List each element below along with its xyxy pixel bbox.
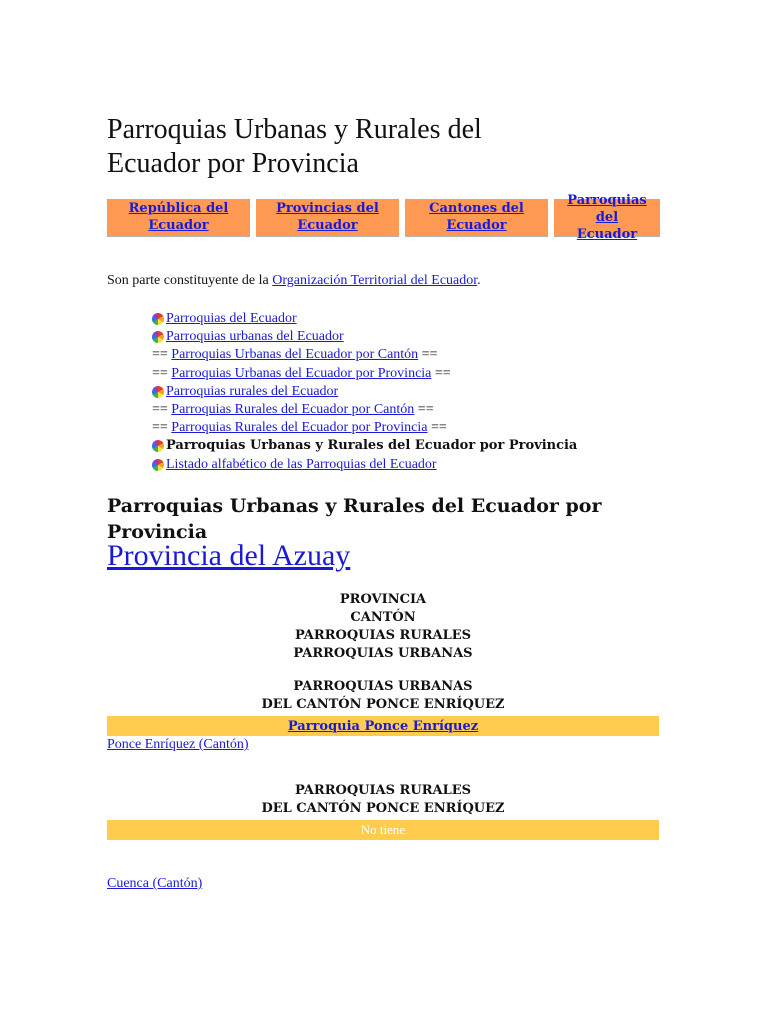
page-title-line-2: Ecuador por Provincia (107, 148, 359, 179)
list-item (152, 310, 622, 328)
eq-marker: == (152, 365, 168, 381)
color-wheel-bullet-icon (152, 459, 164, 471)
canton-link-row (107, 736, 249, 754)
link-listado-alfabetico[interactable]: Listado alfabético de las Parroquias del Ecuador (166, 456, 437, 472)
no-tiene-label: No tiene (360, 822, 406, 837)
nav-link-provincias[interactable]: Provincias del Ecuador (276, 201, 379, 233)
list-item (152, 365, 622, 383)
nav-cell-cantones (405, 199, 548, 237)
intro-prefix: Son parte constituyente de la (107, 273, 273, 288)
link-urbanas-por-canton[interactable]: Parroquias Urbanas del Ecuador por Cantón (171, 347, 419, 363)
page-title (107, 113, 607, 181)
rural-heading-line-1: PARROQUIAS RURALES (294, 783, 472, 798)
link-parroquias-rurales[interactable]: Parroquias rurales del Ecuador (166, 383, 339, 399)
list-item (152, 328, 622, 346)
province-heading (107, 538, 507, 574)
current-page-label: Parroquias Urbanas y Rurales del Ecuador por Provincia (166, 438, 578, 454)
legend-provincia: PROVINCIA (339, 592, 427, 607)
eq-marker: == (434, 365, 451, 381)
provincia-azuay-link[interactable]: Provincia del Azuay (107, 539, 351, 572)
top-navigation (107, 192, 663, 242)
canton-link-row (107, 875, 202, 893)
cuenca-canton-link[interactable]: Cuenca (Cantón) (107, 876, 203, 891)
page-title-line-1: Parroquias Urbanas y Rurales del (107, 114, 482, 145)
section-heading: Parroquias Urbanas y Rurales del Ecuador por Provincia (107, 495, 602, 543)
eq-marker: == (152, 402, 168, 418)
rural-parish-bar (107, 820, 659, 840)
eq-marker: == (417, 402, 434, 418)
rural-parishes-heading (107, 782, 659, 818)
list-item-current (152, 437, 622, 455)
list-item (152, 456, 622, 474)
list-item (152, 419, 622, 437)
link-rurales-por-canton[interactable]: Parroquias Rurales del Ecuador por Cantón (171, 402, 415, 418)
list-item (152, 346, 622, 364)
link-rurales-por-provincia[interactable]: Parroquias Rurales del Ecuador por Provincia (171, 420, 428, 436)
list-item (152, 401, 622, 419)
intro-text (107, 272, 667, 290)
color-wheel-bullet-icon (152, 331, 164, 343)
nav-cell-parroquias (554, 192, 660, 242)
color-wheel-bullet-icon (152, 386, 164, 398)
ponce-enriquez-canton-link[interactable]: Ponce Enríquez (Cantón) (107, 737, 249, 752)
nav-link-republica[interactable]: República del Ecuador (128, 201, 229, 233)
legend-canton: CANTÓN (350, 610, 416, 625)
legend-parroquias-urbanas: PARROQUIAS URBANAS (293, 646, 473, 661)
nav-link-cantones[interactable]: Cantones del Ecuador (429, 201, 524, 233)
nav-link-parroquias[interactable]: Parroquias del Ecuador (567, 192, 647, 242)
eq-marker: == (421, 347, 438, 363)
link-parroquias-ecuador[interactable]: Parroquias del Ecuador (166, 311, 297, 327)
urban-heading-line-2: DEL CANTÓN PONCE ENRÍQUEZ (261, 697, 505, 712)
nav-cell-republica (107, 199, 250, 237)
eq-marker: == (152, 420, 168, 436)
nav-cell-provincias (256, 199, 399, 237)
urban-parish-bar (107, 716, 659, 736)
parroquia-ponce-enriquez-link[interactable]: Parroquia Ponce Enríquez (287, 718, 479, 734)
link-urbanas-por-provincia[interactable]: Parroquias Urbanas del Ecuador por Provincia (171, 365, 432, 381)
organizacion-territorial-link[interactable]: Organización Territorial del Ecuador (272, 273, 478, 288)
link-parroquias-urbanas[interactable]: Parroquias urbanas del Ecuador (166, 329, 344, 345)
legend-parroquias-rurales: PARROQUIAS RURALES (294, 628, 472, 643)
related-links-list (152, 310, 622, 474)
list-item (152, 383, 622, 401)
color-wheel-bullet-icon (152, 440, 164, 452)
eq-marker: == (152, 347, 168, 363)
urban-heading-line-1: PARROQUIAS URBANAS (293, 679, 473, 694)
intro-suffix: . (477, 273, 481, 288)
eq-marker: == (431, 420, 447, 436)
rural-heading-line-2: DEL CANTÓN PONCE ENRÍQUEZ (261, 801, 505, 816)
legend-block (107, 591, 659, 663)
color-wheel-bullet-icon (152, 313, 164, 325)
urban-parishes-heading (107, 678, 659, 714)
